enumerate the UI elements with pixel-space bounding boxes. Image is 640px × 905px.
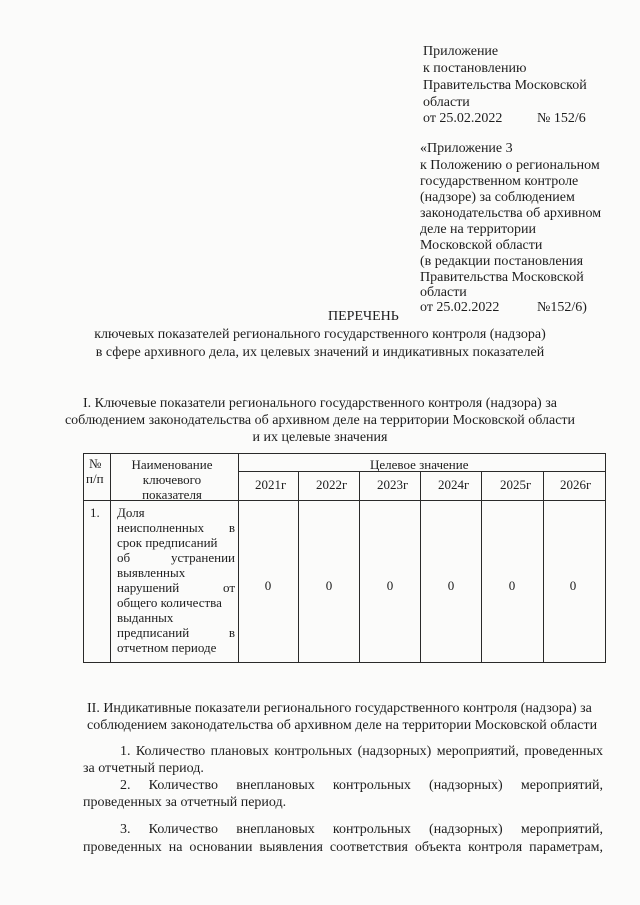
section2-heading-line: соблюдением законодательства об архивном деле на территории Московской области [87, 718, 598, 733]
target-value-2022: 0 [325, 578, 333, 593]
target-value-2026: 0 [569, 578, 577, 593]
indicator-name-line: неисполненных в [117, 520, 235, 535]
year-header-2024: 2024г [438, 477, 470, 492]
section2-heading-line: II. Индикативные показатели регионального государственного контроля (надзора) за [87, 701, 592, 716]
indicator-name-line: об устранении [117, 550, 235, 565]
indicative-item-line: проведенных за отчетный период. [83, 795, 287, 810]
section1-heading-line: соблюдением законодательства об архивном деле на территории Московской области [64, 413, 576, 428]
year-header-2026: 2026г [560, 477, 592, 492]
appendix-date: от 25.02.2022 [423, 111, 503, 126]
indicator-name-line: выявленных [117, 565, 186, 580]
appendix3-line: (надзоре) за соблюдением [420, 190, 575, 205]
target-value-2021: 0 [264, 578, 272, 593]
indicative-item-line: 1. Количество плановых контрольных (надзорных) мероприятий, проведенных [120, 744, 603, 759]
indicative-item-line: за отчетный период. [83, 761, 204, 776]
target-value-header: Целевое значение [370, 457, 469, 472]
indicator-name-line: нарушений от [117, 580, 235, 595]
target-value-2023: 0 [386, 578, 394, 593]
appendix-line: области [423, 95, 470, 110]
document-subtitle-line: ключевых показателей регионального государственного контроля (надзора) [94, 327, 546, 342]
section1-heading-line: и их целевые значения [252, 430, 388, 445]
indicative-item-line: проведенных на основании выявления соответствия объекта контроля параметрам, [83, 840, 603, 855]
appendix3-line: к Положению о региональном [420, 158, 600, 173]
col-name-header: Наименование [131, 457, 213, 472]
document-subtitle-line: в сфере архивного дела, их целевых значений и индикативных показателей [95, 345, 545, 360]
appendix3-number: №152/6) [537, 300, 587, 315]
year-header-2025: 2025г [500, 477, 532, 492]
indicator-name-line: отчетном периоде [117, 640, 217, 655]
appendix-number: № 152/6 [537, 111, 586, 126]
appendix-line: Приложение [423, 44, 499, 59]
indicator-name-line: Доля [117, 505, 145, 520]
appendix3-line: законодательства об архивном [420, 206, 602, 221]
year-header-2023: 2023г [377, 477, 409, 492]
appendix3-line: государственном контроле [420, 174, 579, 189]
col-num-header: п/п [86, 471, 104, 486]
section1-heading-line: I. Ключевые показатели регионального государственного контроля (надзора) за [83, 396, 557, 411]
appendix-line: к постановлению [423, 61, 527, 76]
document-title: ПЕРЕЧЕНЬ [328, 309, 399, 324]
appendix3-line: Правительства Московской [420, 270, 584, 285]
row-num: 1. [90, 505, 100, 520]
col-name-header: ключевого [142, 472, 202, 487]
appendix3-date: от 25.02.2022 [420, 300, 500, 315]
target-value-2025: 0 [508, 578, 516, 593]
appendix3-line: Московской области [420, 238, 543, 253]
indicator-name-line: выданных [117, 610, 174, 625]
col-num-header: № [89, 456, 102, 471]
appendix3-line: (в редакции постановления [420, 254, 584, 269]
col-name-header: показателя [142, 487, 202, 502]
year-header-2022: 2022г [316, 477, 348, 492]
indicator-name-line: предписаний в [117, 625, 235, 640]
appendix-line: Правительства Московской [423, 78, 587, 93]
indicative-item-line: 3. Количество внеплановых контрольных (надзорных) мероприятий, [120, 822, 603, 837]
year-header-2021: 2021г [255, 477, 287, 492]
target-value-2024: 0 [447, 578, 455, 593]
indicator-name-line: общего количества [117, 595, 222, 610]
appendix3-line: деле на территории [420, 222, 536, 237]
appendix3-line: области [420, 285, 467, 300]
indicative-item-line: 2. Количество внеплановых контрольных (надзорных) мероприятий, [120, 778, 603, 793]
indicator-name-line: срок предписаний [117, 535, 218, 550]
appendix3-line: «Приложение 3 [420, 141, 513, 156]
